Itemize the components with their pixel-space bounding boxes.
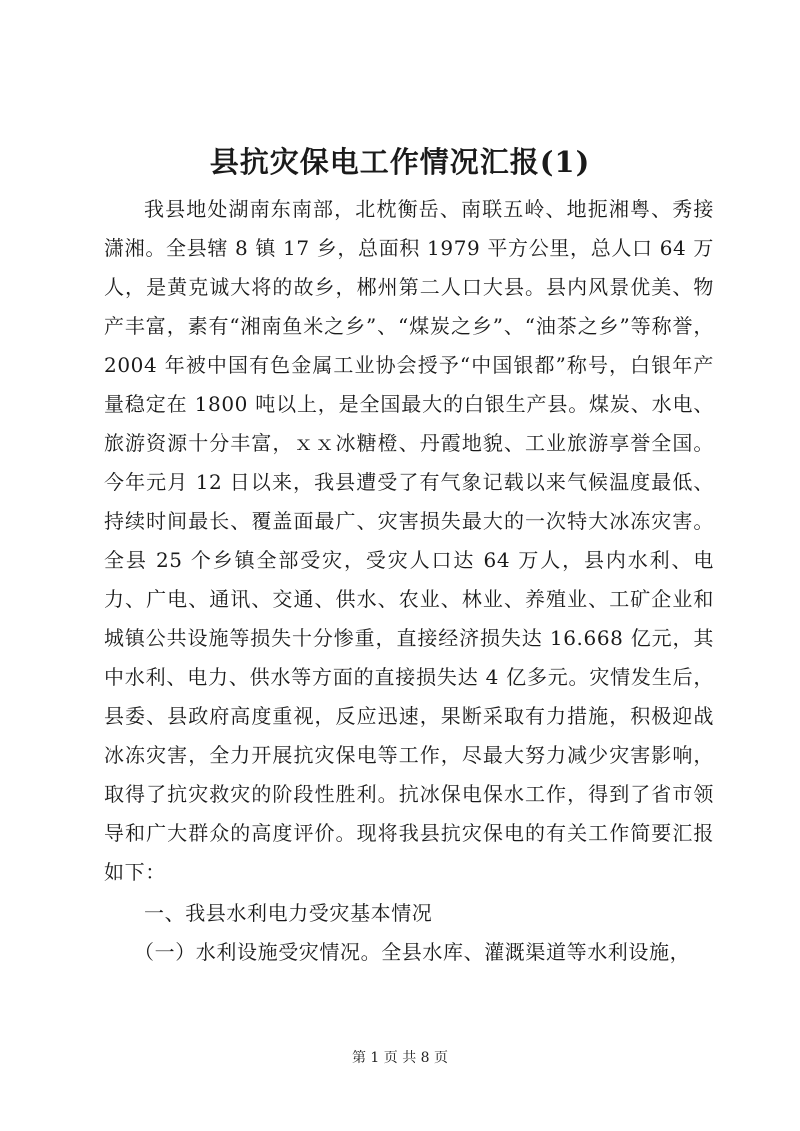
- intro-paragraph: 我县地处湖南东南部，北枕衡岳、南联五岭、地扼湘粤、秀接潇湘。全县辖 8 镇 17 乡，总面积 1979 平方公里，总人口 64 万人，是黄克诚大将的故乡，郴州第二人口大县。县内风景优美、物产丰富，素有“湘南鱼米之乡”、“煤炭之乡”、“油茶之乡”等称誉，2004 年被中国有色金属工业协会授予“中国银都”称号，白银年产量稳定在 1800 吨以上，是全国最大的白银生产县。煤炭、水电、旅游资源十分丰富，ｘｘ冰糖橙、丹霞地貌、工业旅游享誉全国。今年元月 12 日以来，我县遭受了有气象记载以来气候温度最低、持续时间最长、覆盖面最广、灾害损失最大的一次特大冰冻灾害。全县 25 个乡镇全部受灾，受灾人口达 64 万人，县内水利、电力、广电、通讯、交通、供水、农业、林业、养殖业、工矿企业和城镇公共设施等损失十分惨重，直接经济损失达 16.668 亿元，其中水利、电力、供水等方面的直接损失达 4 亿多元。灾情发生后，县委、县政府高度重视，反应迅速，果断采取有力措施，积极迎战冰冻灾害，全力开展抗灾保电等工作，尽最大努力减少灾害影响，取得了抗灾救灾的阶段性胜利。抗冰保电保水工作，得到了省市领导和广大群众的高度评价。现将我县抗灾保电的有关工作简要汇报如下：: [104, 197, 714, 884]
- document-title: 县抗灾保电工作情况汇报(1): [209, 145, 591, 179]
- document-body: [104, 190, 714, 972]
- page-footer: 第 1 页 共 8 页: [351, 1050, 449, 1066]
- section-heading: 一、我县水利电力受灾基本情况: [144, 901, 433, 925]
- subsection-paragraph: （一）水利设施受灾情况。全县水库、灌溉渠道等水利设施，: [134, 940, 691, 964]
